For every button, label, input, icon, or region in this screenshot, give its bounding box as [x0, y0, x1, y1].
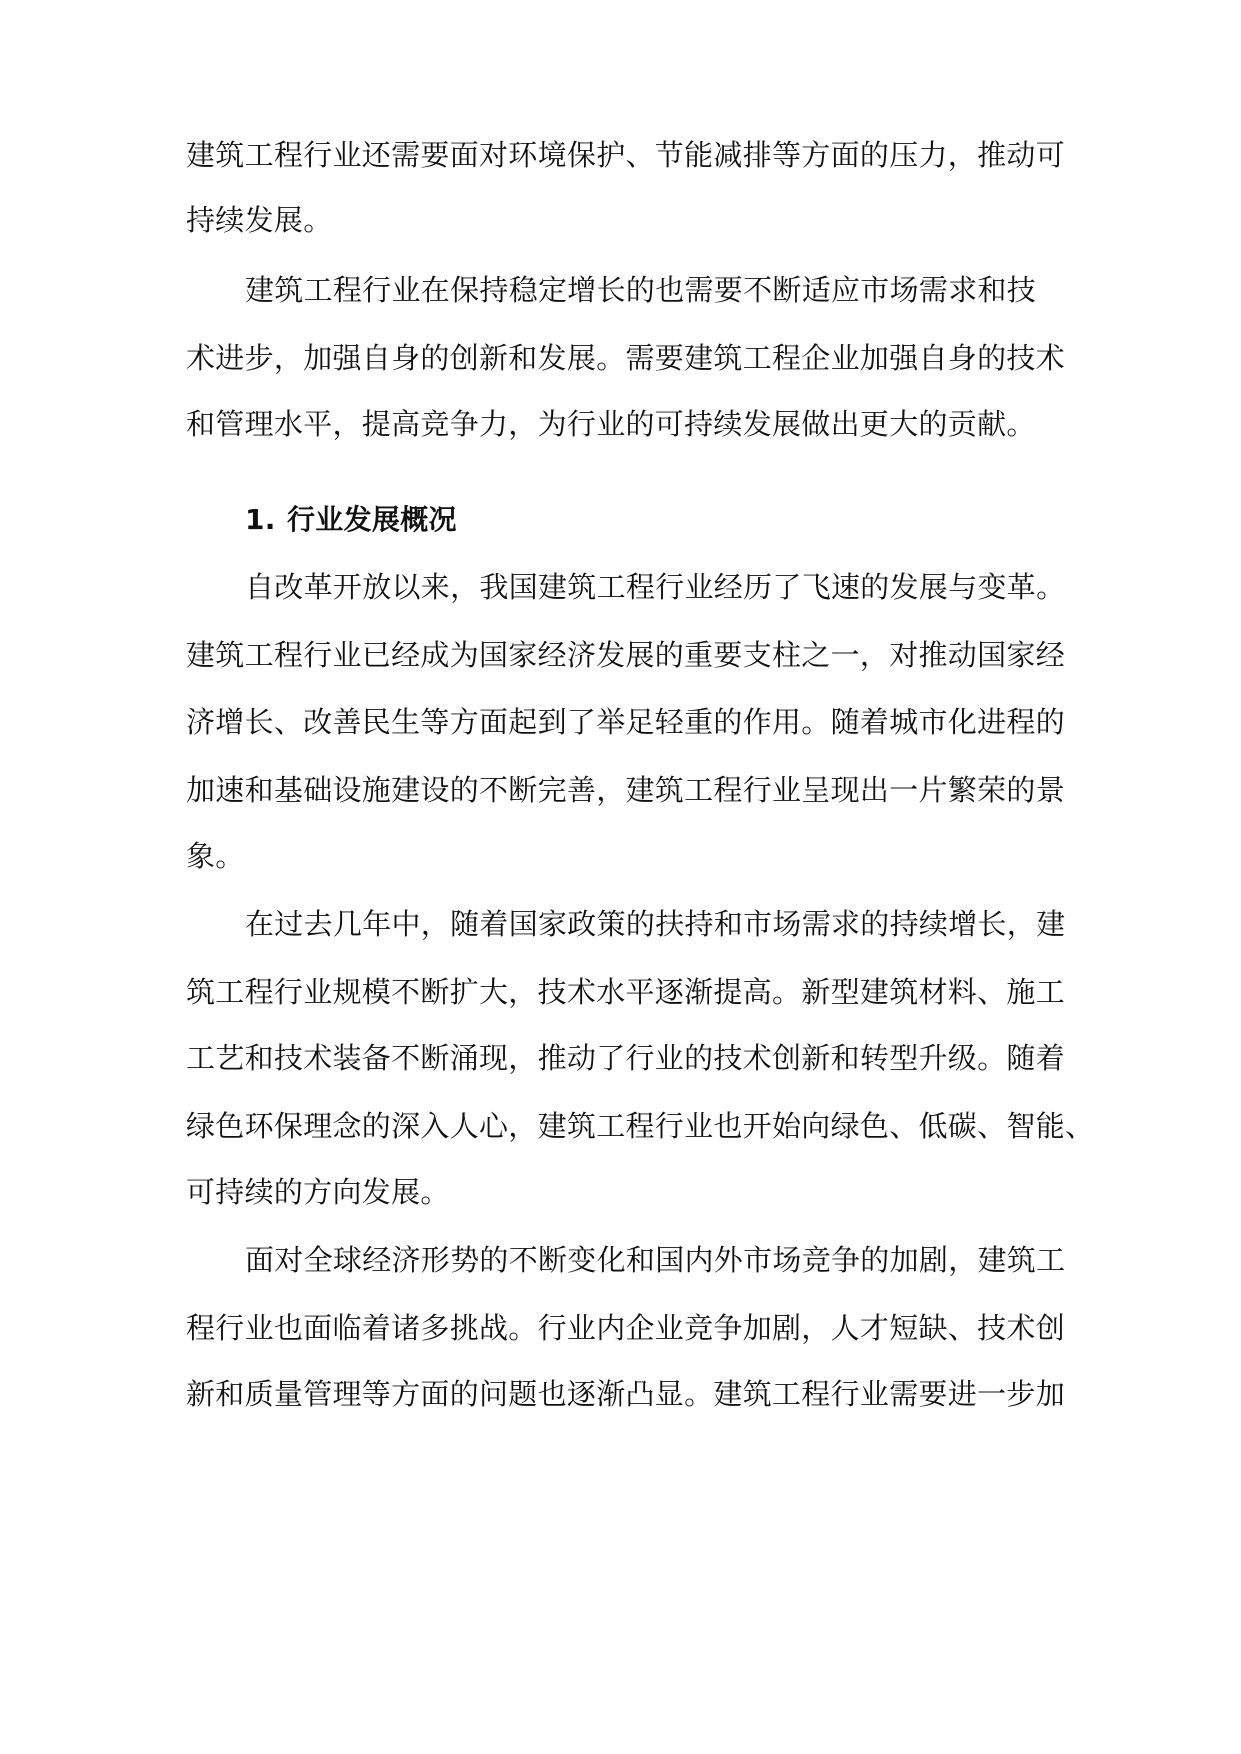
paragraph-1-line-1: 自改革开放以来，我国建筑工程行业经历了飞速的发展与变革。	[245, 570, 1066, 604]
paragraph-2-line-2: 筑工程行业规模不断扩大，技术水平逐渐提高。新型建筑材料、施工	[186, 975, 1066, 1009]
paragraph-3-line-2: 程行业也面临着诸多挑战。行业内企业竞争加剧，人才短缺、技术创	[186, 1311, 1066, 1345]
paragraph-2-line-3: 工艺和技术装备不断涌现，推动了行业的技术创新和转型升级。随着	[186, 1041, 1066, 1075]
section-heading-title: 行业发展概况	[287, 503, 457, 536]
paragraph-1-line-4: 加速和基础设施建设的不断完善，建筑工程行业呈现出一片繁荣的景	[186, 773, 1066, 807]
paragraph-3-line-3: 新和质量管理等方面的问题也逐渐凸显。建筑工程行业需要进一步加	[186, 1377, 1066, 1411]
section-heading-number: 1.	[245, 503, 276, 536]
paragraph-summary-line-2: 术进步，加强自身的创新和发展。需要建筑工程企业加强自身的技术	[186, 341, 1066, 375]
paragraph-2-line-5: 可持续的方向发展。	[186, 1175, 450, 1209]
paragraph-1-line-2: 建筑工程行业已经成为国家经济发展的重要支柱之一，对推动国家经	[186, 638, 1066, 672]
paragraph-1-line-3: 济增长、改善民生等方面起到了举足轻重的作用。随着城市化进程的	[186, 705, 1066, 739]
paragraph-intro-line-2: 持续发展。	[186, 203, 333, 237]
paragraph-summary-line-1: 建筑工程行业在保持稳定增长的也需要不断适应市场需求和技	[245, 273, 1037, 307]
section-heading	[245, 500, 457, 540]
paragraph-3-line-1: 面对全球经济形势的不断变化和国内外市场竞争的加剧，建筑工	[245, 1243, 1066, 1277]
paragraph-intro-line-1: 建筑工程行业还需要面对环境保护、节能减排等方面的压力，推动可	[186, 138, 1066, 172]
paragraph-2-line-1: 在过去几年中，随着国家政策的扶持和市场需求的持续增长，建	[245, 907, 1066, 941]
paragraph-summary-line-3: 和管理水平，提高竞争力，为行业的可持续发展做出更大的贡献。	[186, 407, 1036, 441]
paragraph-2-line-4: 绿色环保理念的深入人心，建筑工程行业也开始向绿色、低碳、智能、	[186, 1109, 1095, 1143]
paragraph-1-line-5: 象。	[186, 839, 245, 873]
